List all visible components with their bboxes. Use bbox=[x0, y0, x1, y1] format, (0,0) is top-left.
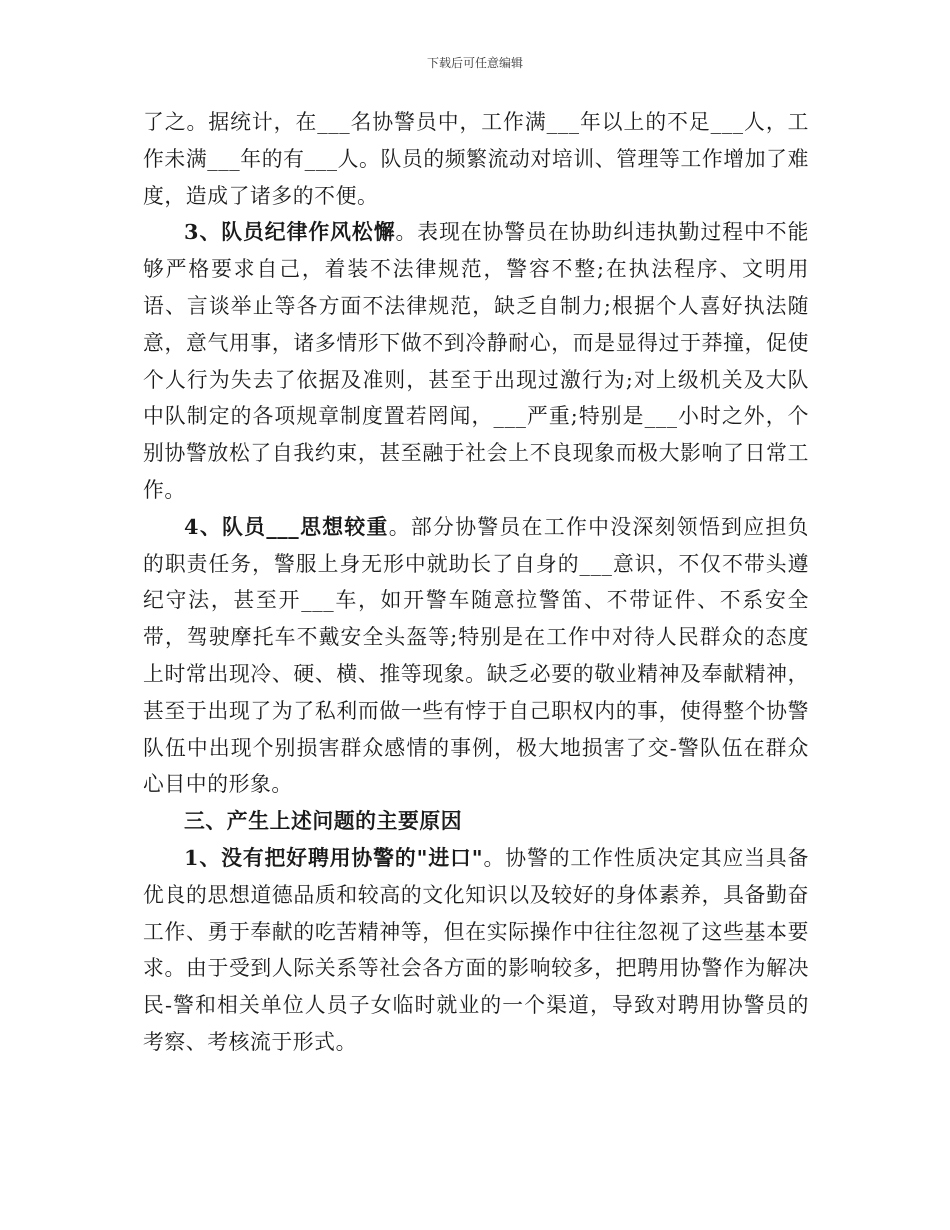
paragraph-recruitment bbox=[143, 840, 809, 1061]
page-header: 下载后可任意编辑 bbox=[426, 56, 523, 70]
paragraph-statistics: 了之。据统计，在___名协警员中，工作满___年以上的不足___人，工作未满___年的有___人。队员的频繁流动对培训、管理等工作增加了难度，造成了诸多的不便。 bbox=[143, 110, 809, 208]
paragraph-heading-discipline: 3、队员纪律作风松懈 bbox=[184, 219, 396, 245]
paragraph-body-discipline: 。表现在协警员在协助纠违执勤过程中不能够严格要求自己，着装不法律规范，警容不整;在执法程序、文明用语、言谈举止等各方面不法律规范，缺乏自制力;根据个人喜好执法随意，意气用事，诸多情形下做不到冷静耐心，而是显得过于莽撞，促使个人行为失去了依据及准则，甚至于出现过激行为;对上级机关及大队中队制定的各项规章制度置若罔闻，___严重;特别是___小时之外，个别协警放松了自我约束，甚至融于社会上不良现象而极大影响了日常工作。 bbox=[143, 220, 809, 502]
section-heading-causes: 三、产生上述问题的主要原因 bbox=[184, 808, 463, 834]
paragraph-privilege bbox=[143, 509, 809, 803]
paragraph-heading-privilege: 4、队员___思想较重 bbox=[184, 513, 389, 539]
paragraph-body-recruitment: 。协警的工作性质决定其应当具备优良的思想道德品质和较高的文化知识以及较好的身体素养，具备勤奋工作、勇于奉献的吃苦精神等，但在实际操作中往往忽视了这些基本要求。由于受到人际关系等社会各方面的影响较多，把聘用协警作为解决民-警和相关单位人员子女临时就业的一个渠道，导致对聘用协警员的考察、考核流于形式。 bbox=[143, 845, 810, 1054]
paragraph-body-privilege: 。部分协警员在工作中没深刻领悟到应担负的职责任务，警服上身无形中就助长了自身的___意识，不仅不带头遵纪守法，甚至开___车，如开警车随意拉警笛、不带证件、不系安全带，驾驶摩托车不戴安全头盔等;特别是在工作中对待人民群众的态度上时常出现冷、硬、横、推等现象。缺乏必要的敬业精神及奉献精神，甚至于出现了为了私利而做一些有悖于自己职权内的事，使得整个协警队伍中出现个别损害群众感情的事例，极大地损害了交-警队伍在群众心目中的形象。 bbox=[143, 514, 809, 797]
paragraph-discipline bbox=[143, 214, 809, 508]
document-body bbox=[143, 104, 809, 1061]
paragraph-heading-recruitment: 1、没有把好聘用协警的"进口" bbox=[184, 844, 484, 870]
